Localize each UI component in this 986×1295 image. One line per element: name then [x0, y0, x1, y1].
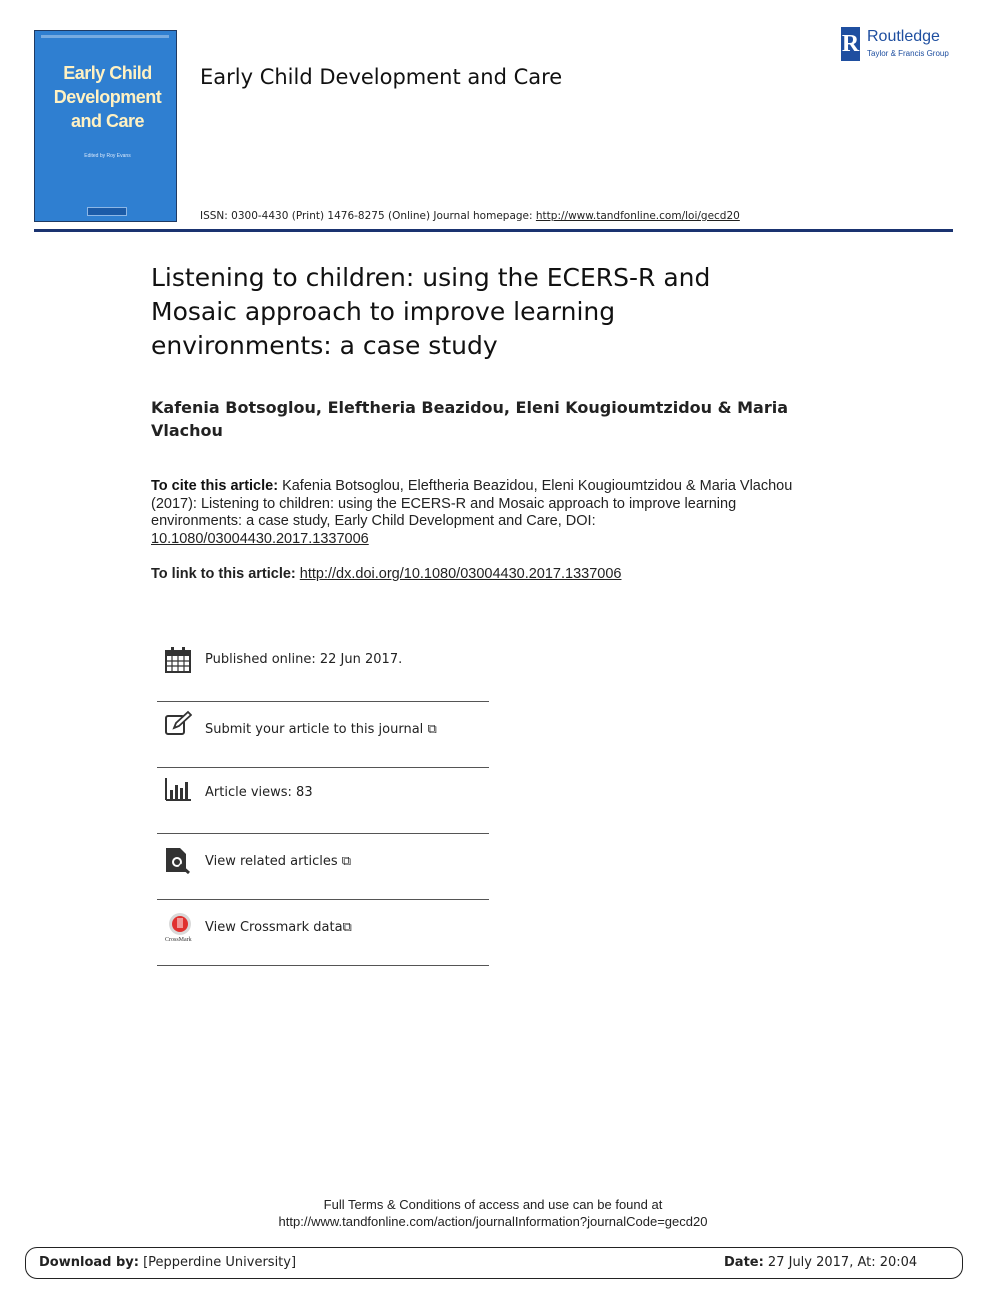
terms-url[interactable]: http://www.tandfonline.com/action/journalInformation?journalCode=gecd20 [278, 1214, 708, 1229]
crossmark-caption: CrossMark [165, 937, 192, 943]
views-row [157, 768, 489, 834]
article-url-link[interactable]: http://dx.doi.org/10.1080/03004430.2017.1337006 [299, 566, 622, 582]
published-date: Published online: 22 Jun 2017. [205, 652, 403, 667]
routledge-logo-icon: R [841, 27, 860, 61]
journal-title[interactable]: Early Child Development and Care [200, 65, 563, 89]
cover-title [45, 61, 170, 133]
publisher-name: Routledge [867, 28, 940, 45]
download-label: Download by: [39, 1255, 139, 1270]
citation-text: Kafenia Botsoglou, Eleftheria Beazidou, Eleni Kougioumtzidou & Maria Vlachou (2017): Listening to children: using the ECERS-R and Mosaic approach to improve learning environments: a case study, Early Child Development and Care, DOI: [151, 478, 793, 529]
cover-title-line: Early Child [63, 63, 152, 83]
external-link-icon: ⧉ [341, 854, 352, 869]
calendar-icon [164, 646, 192, 674]
published-row [157, 636, 489, 702]
search-document-icon [164, 846, 192, 874]
publisher-group: Taylor & Francis Group [867, 49, 949, 58]
cover-header-strip [41, 35, 169, 38]
date-value: 27 July 2017, At: 20:04 [763, 1255, 918, 1270]
submit-article-label: Submit your article to this journal [205, 722, 424, 737]
journal-homepage-link[interactable]: http://www.tandfonline.com/loi/gecd20 [535, 210, 740, 222]
citation-block [151, 478, 801, 548]
related-articles-link[interactable] [205, 854, 351, 869]
submit-row[interactable] [157, 702, 489, 768]
terms-block [150, 1196, 836, 1230]
download-by [39, 1255, 296, 1270]
issn-text: ISSN: 0300-4430 (Print) 1476-8275 (Online) Journal homepage: [200, 210, 536, 222]
citation-label: To cite this article: [151, 478, 279, 494]
cover-title-line: and Care [70, 111, 145, 131]
crossmark-link[interactable] [205, 920, 352, 935]
download-date [724, 1255, 917, 1270]
header-divider [34, 229, 953, 232]
submit-article-link[interactable] [205, 722, 437, 737]
download-info-bar [25, 1247, 963, 1279]
article-authors: Kafenia Botsoglou, Eleftheria Beazidou, Eleni Kougioumtzidou & Maria Vlachou [151, 398, 789, 440]
crossmark-icon [166, 912, 194, 940]
terms-line: Full Terms & Conditions of access and use can be found at [323, 1197, 663, 1212]
article-link-line [151, 566, 801, 582]
date-label: Date: [724, 1255, 764, 1270]
related-row[interactable] [157, 834, 489, 900]
issn-line [200, 210, 740, 222]
download-value: [Pepperdine University] [138, 1255, 297, 1270]
article-views: Article views: 83 [205, 785, 313, 800]
article-title: Listening to children: using the ECERS-R and Mosaic approach to improve learning environments: a case study [151, 263, 711, 360]
cover-editor: Edited by Roy Evans [84, 153, 131, 159]
crossmark-label: View Crossmark data [205, 920, 343, 935]
journal-cover [34, 30, 177, 222]
bar-chart-icon [164, 776, 192, 804]
crossmark-row[interactable] [157, 900, 489, 966]
external-link-icon: ⧉ [342, 920, 352, 935]
link-label: To link to this article: [151, 566, 300, 582]
cover-publisher-logo [87, 207, 127, 216]
external-link-icon: ⧉ [427, 722, 437, 737]
doi-link[interactable]: 10.1080/03004430.2017.1337006 [151, 530, 369, 547]
edit-icon [164, 710, 192, 738]
related-articles-label: View related articles [205, 854, 338, 869]
cover-title-line: Development [53, 87, 162, 107]
